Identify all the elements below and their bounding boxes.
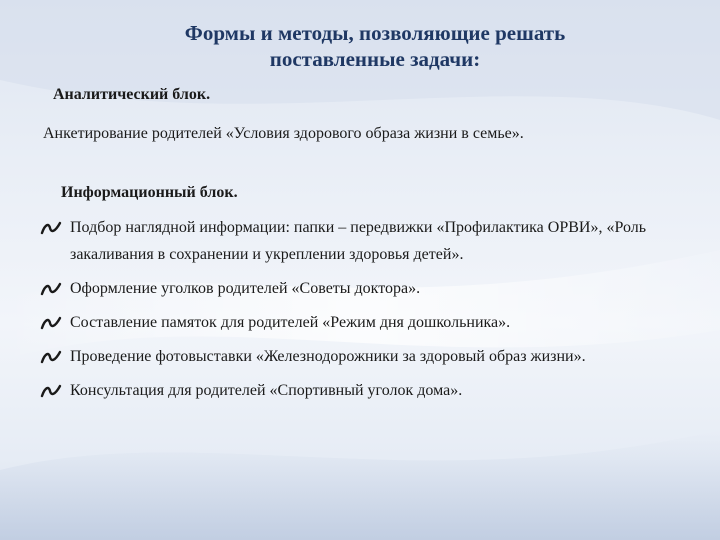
swirl-bullet-icon [40,315,62,331]
list-item [40,377,680,404]
list-item [40,343,680,370]
swirl-bullet-icon [40,220,62,236]
info-block-list [40,214,680,411]
analytic-block-heading: Аналитический блок. [53,86,211,103]
swirl-bullet-icon [40,349,62,365]
analytic-block-text: Анкетирование родителей «Условия здорового образа жизни в семье». [43,125,524,142]
slide-title [120,20,630,72]
title-line-1: Формы и методы, позволяющие решать [184,21,566,45]
list-item-text: Проведение фотовыставки «Железнодорожники за здоровый образ жизни». [70,348,586,365]
swirl-bullet-icon [40,281,62,297]
list-item-text: Составление памяток для родителей «Режим дня дошкольника». [70,314,511,331]
title-line-2: поставленные задачи: [269,47,481,71]
list-item [40,309,680,336]
info-block-heading: Информационный блок. [61,184,238,201]
list-item [40,275,680,302]
list-item-text: Консультация для родителей «Спортивный уголок дома». [70,382,463,399]
swirl-bullet-icon [40,383,62,399]
list-item [40,214,680,268]
list-item-text: Оформление уголков родителей «Советы доктора». [70,280,421,297]
list-item-text: Подбор наглядной информации: папки – передвижки «Профилактика ОРВИ», «Роль закаливания в сохранении и укреплении здоровья детей». [70,219,647,263]
